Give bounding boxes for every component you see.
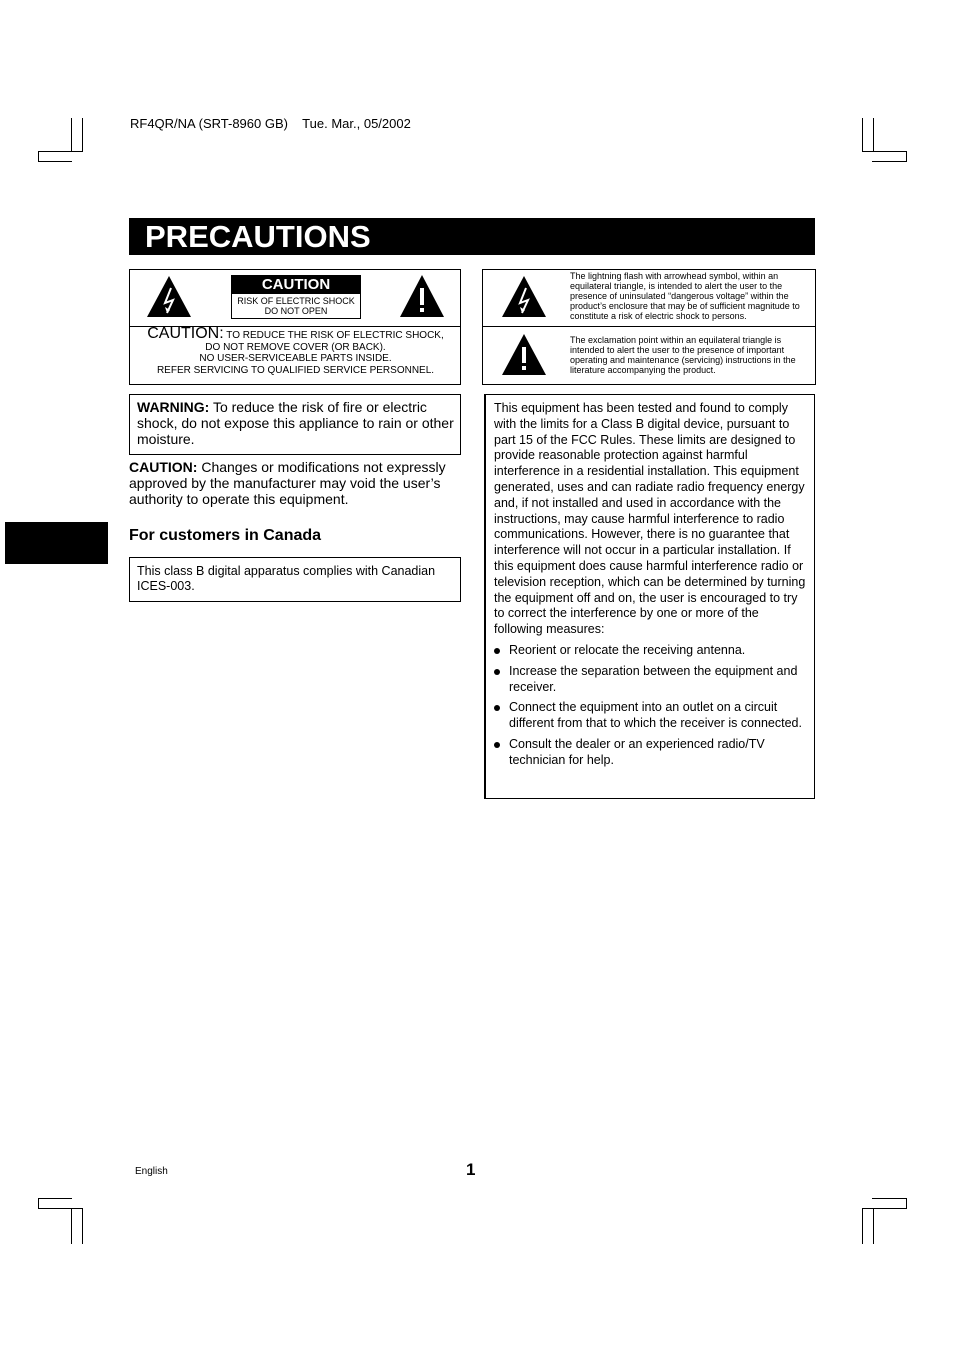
canada-text: This class B digital apparatus complies with Canadian ICES-003. [137, 564, 436, 593]
crop-mark-bottom-right-h [872, 1198, 907, 1209]
bullet-icon [494, 669, 500, 675]
crop-mark-bottom-right-v [862, 1208, 874, 1244]
page-title: PRECAUTIONS [129, 218, 815, 255]
caution-modifications [129, 459, 461, 507]
exclamation-symbol-icon [501, 333, 547, 376]
document-header: RF4QR/NA (SRT-8960 GB) Tue. Mar., 05/2002 [130, 116, 411, 131]
warning-body: To reduce the risk of fire or electric shock, do not expose this appliance to rain or other moisture. [137, 399, 454, 447]
lightning-symbol-description: The lightning flash with arrowhead symbol, within an equilateral triangle, is intended to alert the user to the presence of uninsulated “dangerous voltage” within the product’s enclosure that may be of sufficient magnitude to constitute a risk of electric shock to persons. [570, 271, 800, 321]
caution-label-line1: RISK OF ELECTRIC SHOCK [237, 296, 355, 306]
bullet-icon [494, 648, 500, 654]
symbols-divider [483, 326, 815, 327]
bullet-icon [494, 742, 500, 748]
warning-text [137, 399, 455, 447]
crop-mark-top-right-v [862, 118, 874, 152]
footer-language: English [135, 1166, 168, 1177]
canada-heading: For customers in Canada [129, 527, 322, 544]
bullet-icon [494, 705, 500, 711]
list-item: Reorient or relocate the receiving antenna. [494, 643, 808, 659]
caution-line1: TO REDUCE THE RISK OF ELECTRIC SHOCK, [226, 330, 444, 341]
caution-mod-body: Changes or modifications not expressly approved by the manufacturer may void the user’s authority to operate this equipment. [129, 459, 446, 507]
section-tab-marker [5, 522, 108, 564]
list-item: Consult the dealer or an experienced radio/TV technician for help. [494, 737, 808, 769]
crop-mark-top-right-h [872, 151, 907, 162]
fcc-statement: This equipment has been tested and found to comply with the limits for a Class B digital device, pursuant to part 15 of the FCC Rules. These limits are designed to provide reasonable protection against harmful interference in a residential installation. This equipment generated, uses and can radiate radio frequency energy and, if not installed and used in accordance with the instructions, may cause harmful interference to radio communications. However, there is no guarantee that interference will not occur in a particular installation. If this equipment does cause harmful interference radio or television reception, which can be determined by turning the equipment off and on, the user is encouraged to try to correct the interference by one or more of the following measures: [494, 401, 806, 637]
caution-text [130, 325, 461, 376]
caution-line4: REFER SERVICING TO QUALIFIED SERVICE PERSONNEL. [156, 364, 435, 376]
crop-mark-bottom-left-h [38, 1198, 72, 1209]
crop-mark-top-left-v [71, 118, 83, 152]
warning-lead: WARNING: [137, 399, 210, 415]
lightning-symbol-icon [501, 275, 547, 318]
caution-label-line2: DO NOT OPEN [264, 306, 328, 316]
caution-line2: DO NOT REMOVE COVER (OR BACK). [205, 341, 386, 353]
caution-label [231, 275, 361, 319]
caution-mod-lead: CAUTION: [129, 459, 198, 475]
page-number: 1 [466, 1160, 476, 1179]
fcc-content [494, 401, 808, 769]
fcc-measures-list [494, 643, 808, 769]
list-item: Increase the separation between the equipment and receiver. [494, 664, 808, 696]
caution-line3: NO USER-SERVICEABLE PARTS INSIDE. [199, 353, 392, 364]
crop-mark-bottom-left-v [71, 1208, 83, 1244]
list-item: Connect the equipment into an outlet on a circuit different from that to which the receiver is connected. [494, 700, 808, 732]
lightning-warning-icon [146, 275, 192, 318]
exclamation-symbol-description: The exclamation point within an equilateral triangle is intended to alert the user to the presence of important operating and maintenance (servicing) instructions in the literature accompanying the product. [570, 335, 796, 375]
caution-lead: CAUTION: [147, 325, 224, 342]
exclamation-warning-icon [399, 274, 445, 318]
caution-label-head: CAUTION [232, 276, 360, 294]
crop-mark-top-left-h [38, 151, 72, 162]
